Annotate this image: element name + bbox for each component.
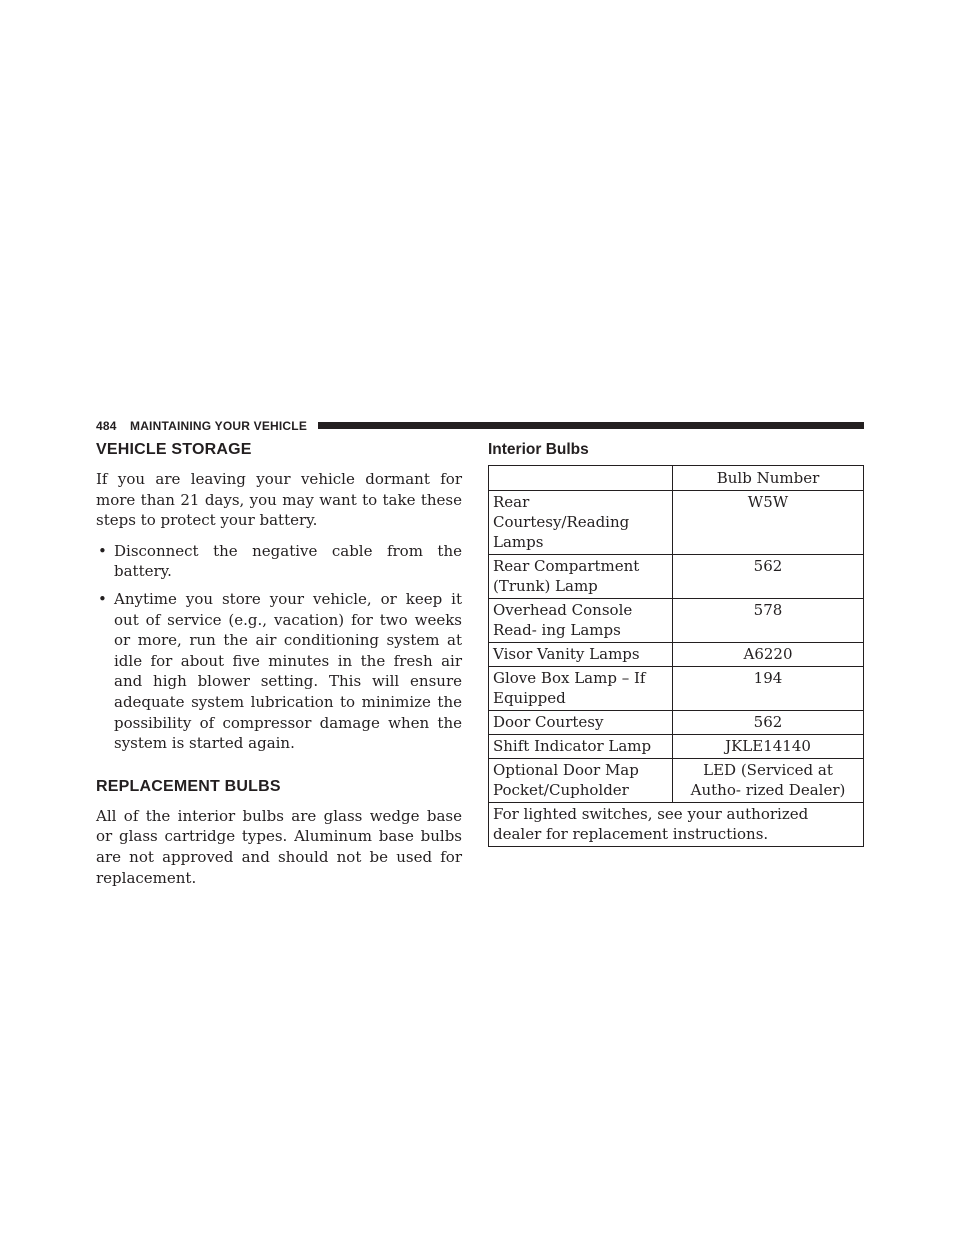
vehicle-storage-bullets [96,541,462,754]
table-row [489,711,864,735]
section-title: MAINTAINING YOUR VEHICLE [130,419,308,433]
right-column [488,441,864,847]
lamp-location: Visor Vanity Lamps [489,643,673,667]
lamp-location: Optional Door Map Pocket/Cupholder [489,759,673,803]
lamp-location: Rear Courtesy/Reading Lamps [489,491,673,555]
table-row [489,667,864,711]
table-header-row [489,466,864,491]
interior-bulbs-heading: Interior Bulbs [488,441,589,458]
page-header [96,418,864,438]
replacement-bulbs-heading: REPLACEMENT BULBS [96,777,281,795]
bulb-number: 562 [673,711,864,735]
bulb-number: 562 [673,555,864,599]
table-row [489,491,864,555]
table-footnote: For lighted switches, see your authorized dealer for replacement instructions. [489,803,864,847]
bulb-number-header: Bulb Number [673,466,864,491]
bulb-number: 578 [673,599,864,643]
bulb-number: 194 [673,667,864,711]
lamp-location: Door Courtesy [489,711,673,735]
page-number: 484 [96,419,117,433]
table-row [489,599,864,643]
table-row [489,759,864,803]
table-row [489,555,864,599]
vehicle-storage-intro: If you are leaving your vehicle dormant for more than 21 days, you may want to take these steps to protect your battery. [96,470,462,530]
bulb-number: JKLE14140 [673,735,864,759]
bullet-icon: • [98,589,107,608]
lamp-location: Rear Compartment (Trunk) Lamp [489,555,673,599]
lamp-location: Overhead Console Read- ing Lamps [489,599,673,643]
interior-bulbs-table [488,465,864,847]
bulb-number: LED (Serviced at Autho- rized Dealer) [673,759,864,803]
bullet-icon: • [98,541,107,560]
table-header-empty [489,466,673,491]
header-rule [318,422,864,429]
replacement-bulbs-text: All of the interior bulbs are glass wedge base or glass cartridge types. Aluminum base bulbs are not approved and should not be used for replacement. [96,806,462,887]
table-row [489,735,864,759]
bulb-number: W5W [673,491,864,555]
bullet-item [96,541,462,582]
lamp-location: Shift Indicator Lamp [489,735,673,759]
left-column [96,441,462,888]
table-footnote-row [489,803,864,847]
vehicle-storage-heading: VEHICLE STORAGE [96,441,252,458]
bulb-number: A6220 [673,643,864,667]
bullet-text: Anytime you store your vehicle, or keep it out of service (e.g., vacation) for two weeks or more, run the air conditioning system at idle for about five minutes in the fresh air and high blower setting. This will ensure adequate system lubrication to minimize the possibility of compressor damage when the system is started again. [114,589,462,753]
bullet-item [96,589,462,754]
bullet-text: Disconnect the negative cable from the battery. [114,541,462,581]
lamp-location: Glove Box Lamp – If Equipped [489,667,673,711]
table-row [489,643,864,667]
